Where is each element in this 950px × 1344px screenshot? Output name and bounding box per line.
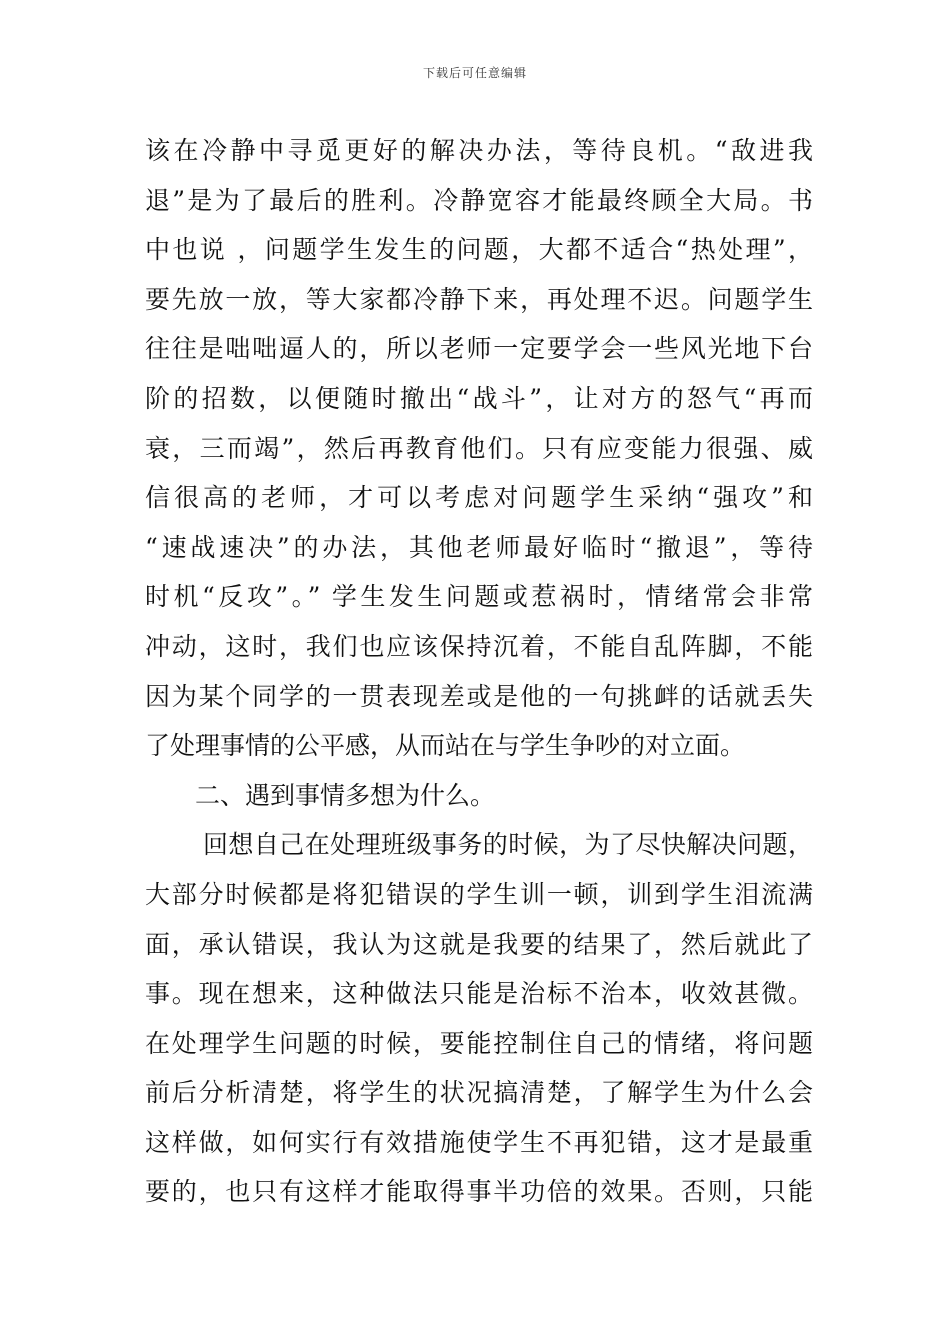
- text-line: 要先放一放，等大家都冷静下来，再处理不迟。问题学生: [145, 284, 813, 314]
- text-line: 时机“反攻”。” 学生发生问题或惹祸时，情绪常会非常: [145, 582, 813, 612]
- text-line: 该在冷静中寻觅更好的解决办法，等待良机。“敌进我: [145, 136, 813, 165]
- text-line: 前后分析清楚，将学生的状况搞清楚，了解学生为什么会: [145, 1078, 813, 1108]
- document-body: [145, 126, 813, 1217]
- text-line: 要的，也只有这样才能取得事半功倍的效果。否则，只能: [145, 1177, 813, 1207]
- text-line: 这样做，如何实行有效措施使学生不再犯错，这才是最重: [145, 1127, 813, 1157]
- section-heading: 二、遇到事情多想为什么。: [195, 780, 496, 810]
- text-line: 信很高的老师，才可以考虑对问题学生采纳“强攻”和: [145, 483, 813, 513]
- text-line: 面，承认错误，我认为这就是我要的结果了，然后就此了: [145, 929, 813, 959]
- text-line: 冲动，这时，我们也应该保持沉着，不能自乱阵脚，不能: [145, 631, 813, 661]
- text-line: 事。现在想来，这种做法只能是治标不治本，收效甚微。: [145, 979, 813, 1009]
- text-line: 了处理事情的公平感，从而站在与学生争吵的对立面。: [145, 731, 746, 761]
- text-line: 在处理学生问题的时候，要能控制住自己的情绪，将问题: [145, 1028, 813, 1058]
- text-line: 往往是咄咄逼人的，所以老师一定要学会一些风光地下台: [145, 334, 813, 364]
- page-header: 下载后可任意编辑: [422, 66, 527, 80]
- text-line: 退”是为了最后的胜利。冷静宽容才能最终顾全大局。书: [145, 185, 813, 215]
- text-line: “速战速决”的办法，其他老师最好临时“撤退”，等待: [145, 532, 813, 562]
- text-line: 因为某个同学的一贯表现差或是他的一句挑衅的话就丢失: [145, 681, 813, 711]
- text-line: 衰，三而竭”，然后再教育他们。只有应变能力很强、威: [145, 433, 813, 463]
- text-line: 阶的招数，以便随时撤出“战斗”，让对方的怒气“再而: [145, 383, 813, 413]
- text-line: 中也说 ，问题学生发生的问题，大都不适合“热处理”，: [145, 235, 813, 265]
- text-line: 回想自己在处理班级事务的时候，为了尽快解决问题，: [203, 830, 813, 860]
- text-line: 大部分时候都是将犯错误的学生训一顿，训到学生泪流满: [145, 879, 813, 909]
